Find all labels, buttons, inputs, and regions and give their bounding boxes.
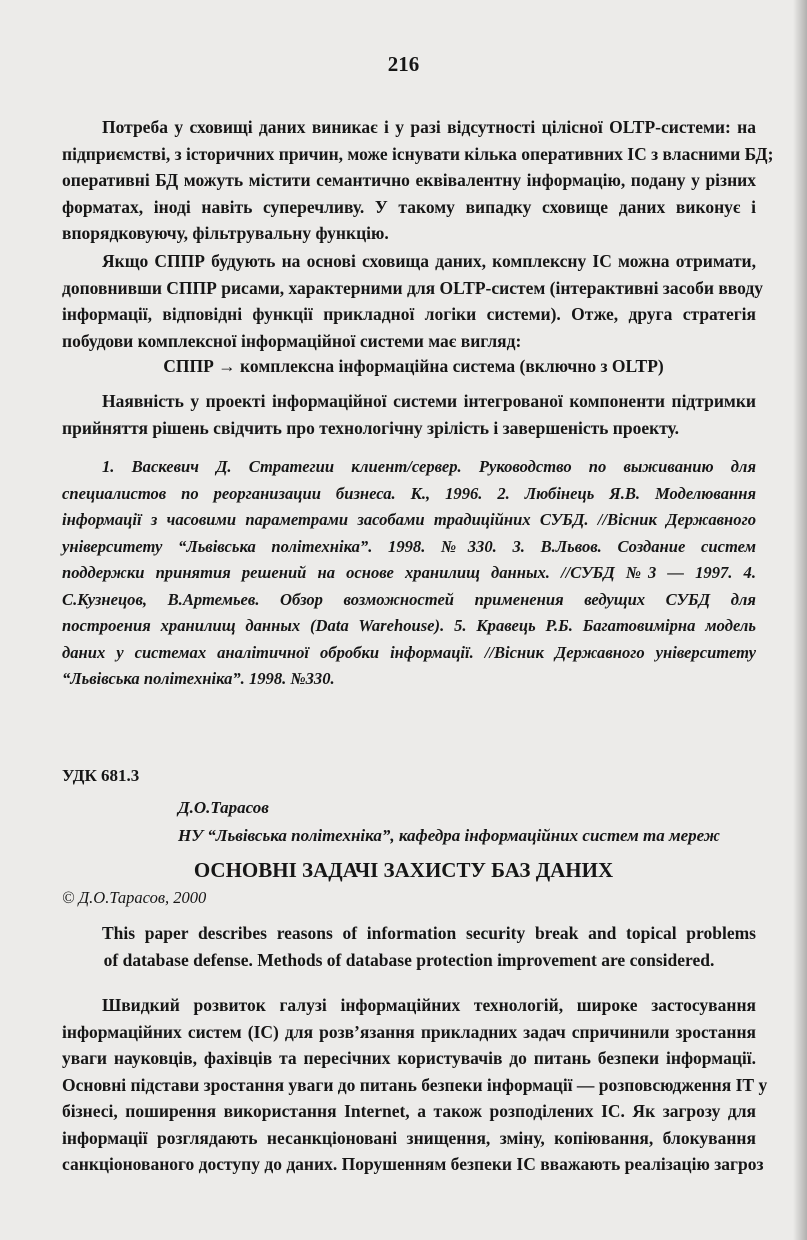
text-line: підприємстві, з історичних причин, може існувати кілька оперативних ІС з власними БД; <box>62 143 774 164</box>
reference-line: специалистов по реорганизации бизнеса. К., 1996. 2. Любінець Я.В. Моделювання <box>62 483 756 503</box>
text-line: інформації розглядають несанкціоновані знищення, зміну, копіювання, блокування <box>62 1127 756 1148</box>
text-line: Потреба у сховищі даних виникає і у разі відсутності цілісної OLTP-системи: на <box>102 117 756 137</box>
paragraph-2 <box>62 248 763 354</box>
text-line: оперативні БД можуть містити семантично еквівалентну інформацію, подану у різних <box>62 170 756 190</box>
article-title: ОСНОВНІ ЗАДАЧІ ЗАХИСТУ БАЗ ДАНИХ <box>193 858 614 882</box>
strategy-formula: СППР → комплексна інформаційна система (включно з OLTP) <box>163 356 664 376</box>
reference-line: інформації з часовими параметрами засобами традиційних СУБД. //Вісник Державного <box>62 510 756 529</box>
author-affiliation: НУ “Львівська політехніка”, кафедра інформаційних систем та мереж <box>178 826 720 845</box>
page-edge-shadow <box>793 0 807 1240</box>
text-line: санкціонованого доступу до даних. Порушенням безпеки ІС вважають реалізацію загроз <box>62 1154 764 1174</box>
reference-line: поддержки принятия решений на основе хранилищ данных. //СУБД №3 — 1997. 4. <box>62 563 756 582</box>
reference-line: університету “Львівська політехніка”. 1998. №330. 3. В.Львов. Создание систем <box>62 536 756 556</box>
udc-code: УДК 681.3 <box>62 766 140 785</box>
text-line: форматах, іноді навіть суперечливу. У такому випадку сховище даних виконує і <box>62 196 756 217</box>
article-body <box>62 992 768 1178</box>
text-line: прийняття рішень свідчить про технологічну зрілість і завершеність проекту. <box>62 417 679 438</box>
text-line: уваги науковців, фахівців та пересічних користувачів до питань безпеки інформації. <box>62 1048 756 1068</box>
reference-line: “Львівська політехніка”. 1998. №330. <box>62 669 335 688</box>
text-line: Якщо СППР будують на основі сховища даних, комплексну ІС можна отримати, <box>102 251 756 271</box>
abstract-line: This paper describes reasons of information security break and topical problems <box>102 923 756 943</box>
text-line: бізнесі, поширення використання Internet, а також розподілених ІС. Як загрозу для <box>62 1101 756 1121</box>
reference-line: 1. Васкевич Д. Стратегии клиент/сервер. Руководство по выживанию для <box>102 457 756 476</box>
text-line: інформації, відповідні функції прикладної логіки системи). Отже, друга стратегія <box>62 304 756 324</box>
text-line: побудови комплексної інформаційної системи має вигляд: <box>62 330 522 351</box>
abstract-line: of database defense. Methods of database protection improvement are considered. <box>103 949 715 970</box>
references <box>62 454 756 693</box>
text-line: інформаційних систем (ІС) для розв’язання прикладних задач спричинили зростання <box>62 1021 756 1042</box>
text-line: впорядковуючу, фільтрувальну функцію. <box>62 223 389 243</box>
reference-line: даних у системах аналітичної обробки інформації. //Вісник Державного університету <box>62 642 756 662</box>
text-line: Основні підстави зростання уваги до питань безпеки інформації — розповсюдження ІТ у <box>62 1074 768 1095</box>
text-line: доповнивши СППР рисами, характерними для OLTP-систем (інтерактивні засоби вводу <box>62 277 763 298</box>
abstract <box>62 920 756 973</box>
text-line: Наявність у проекті інформаційної системи інтегрованої компоненти підтримки <box>102 391 756 411</box>
author-name: Д.О.Тарасов <box>178 798 269 817</box>
copyright-line: © Д.О.Тарасов, 2000 <box>62 888 207 907</box>
reference-line: С.Кузнецов, В.Артемьев. Обзор возможностей применения ведущих СУБД для <box>62 589 756 609</box>
paragraph-1 <box>62 114 774 247</box>
text-line: Швидкий розвиток галузі інформаційних технологій, широке застосування <box>102 995 756 1015</box>
paragraph-3 <box>62 388 756 441</box>
page-number: 216 <box>387 52 420 76</box>
reference-line: построения хранилищ данных (Data Warehouse). 5. Кравець Р.Б. Багатовимірна модель <box>62 616 756 635</box>
